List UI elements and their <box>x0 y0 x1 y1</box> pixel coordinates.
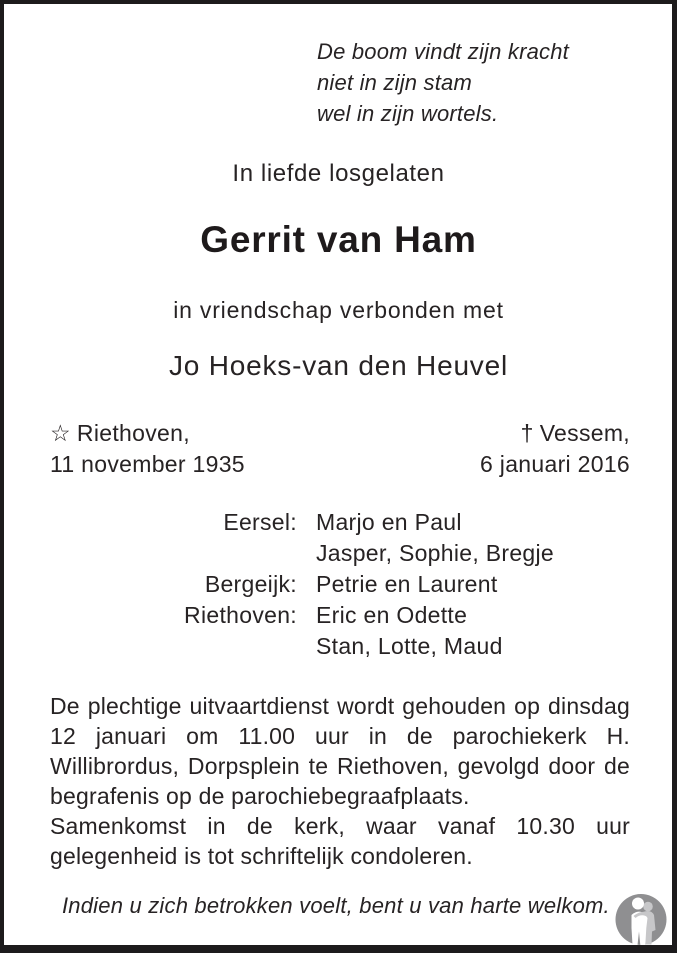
family-name-line: Petrie en Laurent <box>316 571 498 597</box>
quote-line: De boom vindt zijn kracht <box>317 39 569 64</box>
birth-info <box>50 418 245 480</box>
death-place: Vessem, <box>539 420 630 446</box>
family-place: Riethoven: <box>184 602 297 628</box>
family-names <box>316 600 630 662</box>
family-name-line: Eric en Odette <box>316 602 468 628</box>
partner-name: Jo Hoeks-van den Heuvel <box>168 350 509 381</box>
embracing-figures-logo <box>614 893 668 947</box>
birth-death-dates <box>50 418 630 480</box>
condolence-paragraph: Samenkomst in de kerk, waar vanaf 10.30 uur gelegenheid is tot schriftelijk condoleren. <box>50 813 630 869</box>
death-cross-icon: † <box>520 420 534 446</box>
family-place: Bergeijk: <box>204 571 297 597</box>
family-names <box>316 507 630 569</box>
family-name-line: Marjo en Paul <box>316 509 462 535</box>
family-place: Eersel: <box>223 509 297 535</box>
family-name-line: Jasper, Sophie, Bregje <box>316 540 555 566</box>
intro-line: In liefde losgelaten <box>232 160 445 187</box>
closing-line: Indien u zich betrokken voelt, bent u van harte welkom. <box>62 893 610 918</box>
birth-place-line <box>50 418 245 449</box>
service-details <box>50 691 630 871</box>
deceased-name: Gerrit van Ham <box>200 219 477 260</box>
family-names <box>316 569 630 600</box>
birth-star-icon: ☆ <box>50 420 71 446</box>
quote-line: wel in zijn wortels. <box>317 101 499 126</box>
opening-quote <box>317 36 569 129</box>
death-place-line <box>480 418 630 449</box>
birth-place: Riethoven, <box>76 420 190 446</box>
family-name-line: Stan, Lotte, Maud <box>316 633 503 659</box>
relation-line: in vriendschap verbonden met <box>173 297 504 323</box>
quote-line: niet in zijn stam <box>317 70 473 95</box>
death-date: 6 januari 2016 <box>480 451 630 477</box>
birth-date: 11 november 1935 <box>50 451 245 477</box>
service-paragraph: De plechtige uitvaartdienst wordt gehouden op dinsdag 12 januari om 11.00 uur in de parochiekerk H. Willibrordus, Dorpsplein te Riethoven, gevolgd door de begrafenis op de parochiebegraafplaats. <box>50 693 630 809</box>
family-list <box>50 507 630 662</box>
death-info <box>480 418 630 480</box>
